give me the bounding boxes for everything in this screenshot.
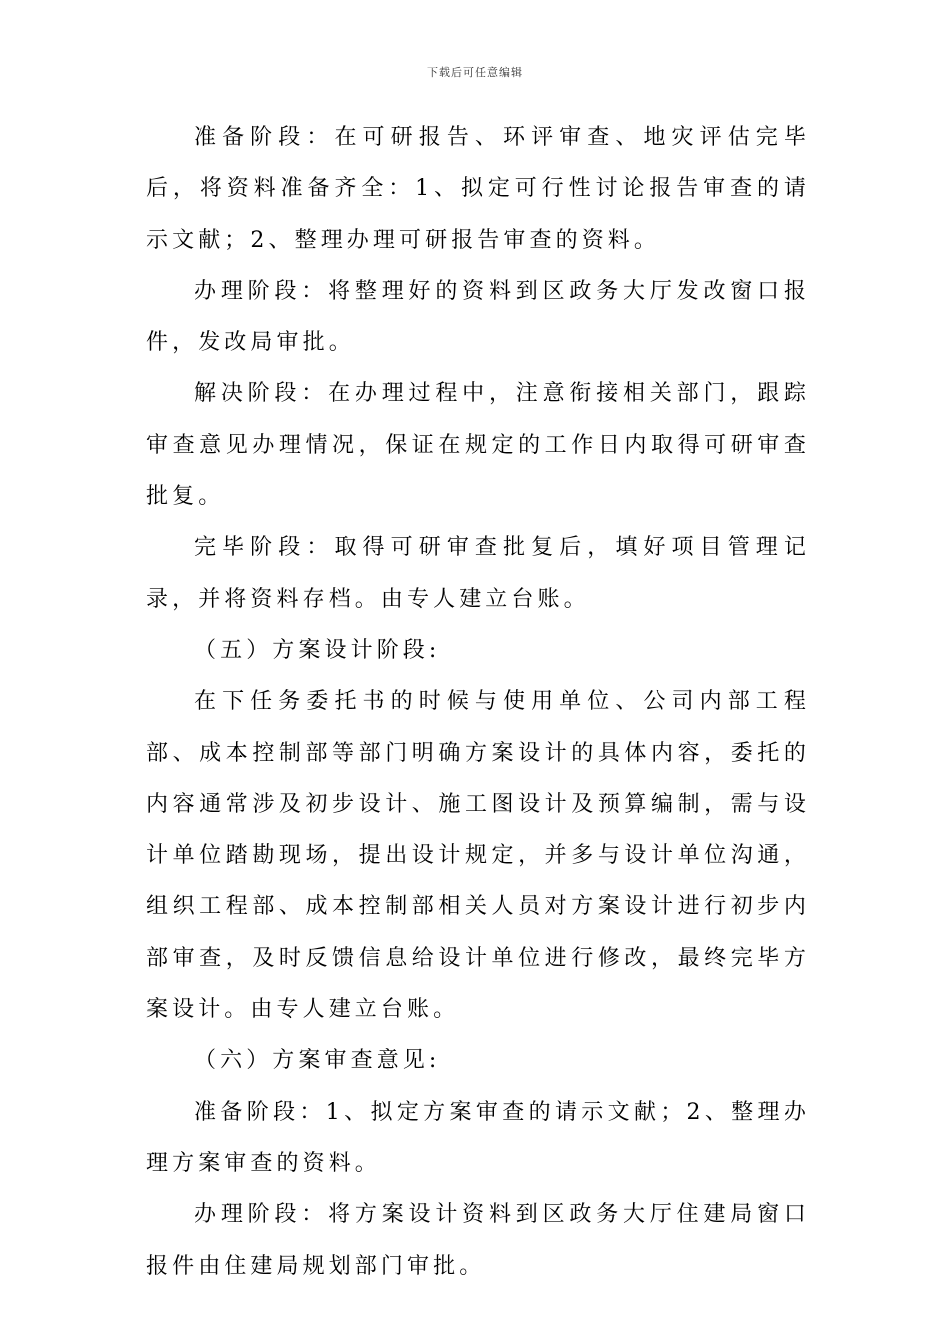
section-heading-scheme-design: （五）方案设计阶段: (194, 637, 441, 663)
section-heading-scheme-review: （六）方案审查意见: (194, 1048, 441, 1074)
paragraph-review-preparation: 准备阶段：1、拟定方案审查的请示文献；2、整理办理方案审查的资料。 (146, 1099, 810, 1176)
paragraph-review-processing: 办理阶段：将方案设计资料到区政务大厅住建局窗口报件由住建局规划部门审批。 (146, 1202, 810, 1279)
paragraph-processing-stage: 办理阶段：将整理好的资料到区政务大厅发改窗口报件，发改局审批。 (146, 278, 810, 356)
paragraph-scheme-design: 在下任务委托书的时候与使用单位、公司内部工程部、成本控制部等部门明确方案设计的具体内容，委托的内容通常涉及初步设计、施工图设计及预算编制，需与设计单位踏勘现场，提出设计规定，并多与设计单位沟通，组织工程部、成本控制部相关人员对方案设计进行初步内部审查，及时反馈信息给设计单位进行修改，最终完毕方案设计。由专人建立台账。 (146, 689, 810, 1023)
paragraph-resolution-stage: 解决阶段：在办理过程中，注意衔接相关部门，跟踪审查意见办理情况，保证在规定的工作日内取得可研审查批复。 (146, 381, 810, 510)
document-body (146, 112, 810, 1292)
paragraph-completion-stage: 完毕阶段：取得可研审查批复后，填好项目管理记录，并将资料存档。由专人建立台账。 (146, 535, 810, 612)
page-header: 下载后可任意编辑 (427, 66, 523, 79)
paragraph-preparation-stage: 准备阶段：在可研报告、环评审查、地灾评估完毕后，将资料准备齐全：1、拟定可行性讨论报告审查的请示文献；2、整理办理可研报告审查的资料。 (146, 125, 810, 253)
